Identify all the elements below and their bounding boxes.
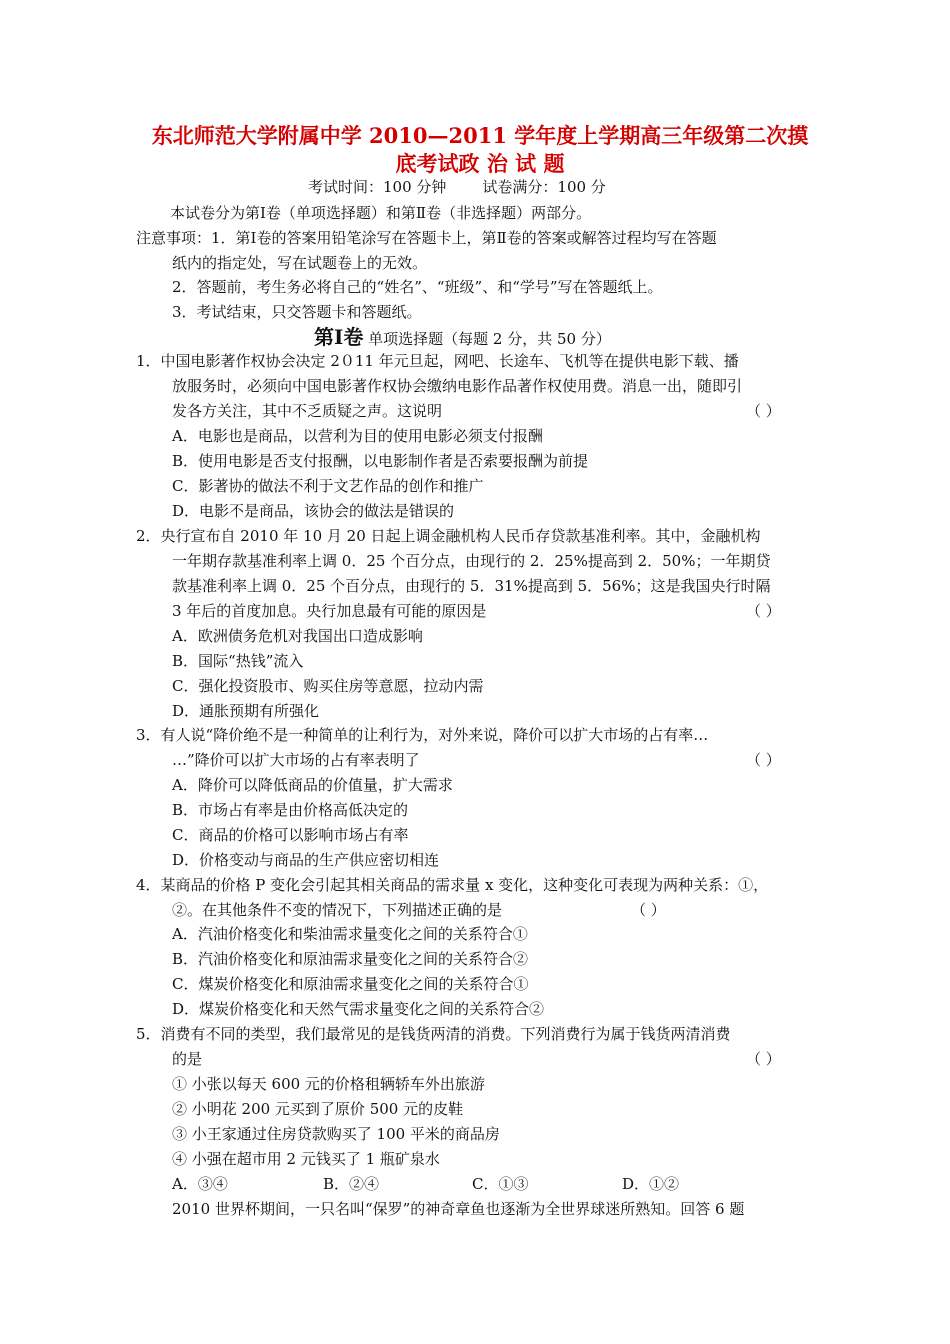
question-2-option-c: C．强化投资股市、购买住房等意愿，拉动内需 bbox=[172, 677, 484, 695]
question-5-option-c: C．①③ bbox=[472, 1175, 529, 1193]
question-2-option-d: D．通胀预期有所强化 bbox=[172, 702, 320, 720]
question-4-option-c: C．煤炭价格变化和原油需求量变化之间的关系符合① bbox=[172, 975, 529, 993]
question-5-item-2: ② 小明花 200 元买到了原价 500 元的皮鞋 bbox=[172, 1100, 464, 1118]
notice-1-cont: 纸内的指定处，写在试题卷上的无效。 bbox=[172, 254, 428, 272]
section-title: 第Ⅰ卷 bbox=[314, 325, 364, 349]
question-4-option-d: D．煤炭价格变化和天然气需求量变化之间的关系符合② bbox=[172, 1000, 545, 1018]
question-4-option-a: A．汽油价格变化和柴油需求量变化之间的关系符合① bbox=[172, 925, 528, 943]
section-desc: 单项选择题（每题 2 分，共 50 分） bbox=[368, 330, 611, 348]
question-5-item-1: ① 小张以每天 600 元的价格租辆轿车外出旅游 bbox=[172, 1075, 485, 1093]
question-2-line-3: 款基准利率上调 0．25 个百分点，由现行的 5．31%提高到 5．56%；这是我国央行时隔 bbox=[172, 577, 771, 595]
question-2-option-b: B．国际“热钱”流入 bbox=[172, 652, 304, 670]
question-2-line-1: 2．央行宣布自 2010 年 10 月 20 日起上调金融机构人民币存贷款基准利率。其中，金融机构 bbox=[136, 527, 761, 545]
question-1-line-1: 1．中国电影著作权协会决定 2０11 年元旦起，网吧、长途车、飞机等在提供电影下载、播 bbox=[136, 352, 739, 370]
question-1-option-a: A．电影也是商品，以营利为目的使用电影必须支付报酬 bbox=[172, 427, 543, 445]
question-1-option-b: B．使用电影是否支付报酬，以电影制作者是否索要报酬为前提 bbox=[172, 452, 589, 470]
question-5-item-3: ③ 小王家通过住房贷款购买了 100 平米的商品房 bbox=[172, 1125, 500, 1143]
question-3-option-b: B．市场占有率是由价格高低决定的 bbox=[172, 801, 409, 819]
notice-1: 注意事项：1．第Ⅰ卷的答案用铅笔涂写在答题卡上，第Ⅱ卷的答案或解答过程均写在答题 bbox=[136, 229, 717, 247]
question-5-line-1: 5．消费有不同的类型，我们最常见的是钱货两清的消费。下列消费行为属于钱货两清消费 bbox=[136, 1025, 731, 1043]
question-1-option-d: D．电影不是商品，该协会的做法是错误的 bbox=[172, 502, 455, 520]
exam-meta bbox=[308, 175, 606, 199]
question-5-option-a: A．③④ bbox=[172, 1175, 228, 1193]
question-3-option-a: A．降价可以降低商品的价值量，扩大需求 bbox=[172, 776, 453, 794]
question-2-line-4: 3 年后的首度加息。央行加息最有可能的原因是 bbox=[172, 602, 487, 620]
question-5-line-2: 的是 bbox=[172, 1050, 203, 1068]
answer-blank: （ ） bbox=[746, 602, 781, 620]
exam-title-line-2: 底考试政 治 试 题 bbox=[395, 151, 565, 176]
notice-3: 3．考试结束，只交答题卡和答题纸。 bbox=[172, 303, 422, 321]
question-1-line-2: 放服务时，必须向中国电影著作权协会缴纳电影作品著作权使用费。消息一出，随即引 bbox=[172, 377, 743, 395]
question-2-line-2: 一年期存款基准利率上调 0．25 个百分点，由现行的 2．25%提高到 2．50%；一年期贷 bbox=[172, 552, 771, 570]
question-3-line-1: 3．有人说“降价绝不是一种简单的让利行为，对外来说，降价可以扩大市场的占有率… bbox=[136, 726, 709, 744]
question-4-option-b: B．汽油价格变化和原油需求量变化之间的关系符合② bbox=[172, 950, 529, 968]
answer-blank: （ ） bbox=[631, 901, 666, 919]
answer-blank: （ ） bbox=[746, 1050, 781, 1068]
question-4-line-2: ②。在其他条件不变的情况下，下列描述正确的是 bbox=[172, 901, 503, 919]
question-5-item-4: ④ 小强在超市用 2 元钱买了 1 瓶矿泉水 bbox=[172, 1150, 440, 1168]
section-heading bbox=[314, 325, 611, 351]
question-2-option-a: A．欧洲债务危机对我国出口造成影响 bbox=[172, 627, 423, 645]
question-1-line-3: 发各方关注，其中不乏质疑之声。这说明 bbox=[172, 402, 443, 420]
answer-blank: （ ） bbox=[746, 402, 781, 420]
question-1-option-c: C．影著协的做法不利于文艺作品的创作和推广 bbox=[172, 477, 484, 495]
exam-time: 考试时间：100 分钟 bbox=[308, 178, 447, 196]
exam-score: 试卷满分：100 分 bbox=[482, 178, 606, 196]
exam-title-line-1: 东北师范大学附属中学 2010—2011 学年度上学期高三年级第二次摸 bbox=[151, 123, 809, 148]
question-3-option-d: D．价格变动与商品的生产供应密切相连 bbox=[172, 851, 440, 869]
notice-2: 2．答题前，考生务必将自己的“姓名”、“班级”、和“学号”写在答题纸上。 bbox=[172, 278, 663, 296]
passage-line: 2010 世界杯期间，一只名叫“保罗”的神奇章鱼也逐渐为全世界球迷所熟知。回答 6 题 bbox=[172, 1200, 745, 1218]
answer-blank: （ ） bbox=[746, 751, 781, 769]
question-5-option-b: B．②④ bbox=[323, 1175, 380, 1193]
question-3-line-2: …”降价可以扩大市场的占有率表明了 bbox=[172, 751, 420, 769]
question-5-option-d: D．①② bbox=[622, 1175, 680, 1193]
question-3-option-c: C．商品的价格可以影响市场占有率 bbox=[172, 826, 409, 844]
exam-intro: 本试卷分为第Ⅰ卷（单项选择题）和第Ⅱ卷（非选择题）两部分。 bbox=[170, 204, 592, 222]
question-4-line-1: 4．某商品的价格 P 变化会引起其相关商品的需求量 x 变化，这种变化可表现为两种关系：①， bbox=[136, 876, 769, 894]
